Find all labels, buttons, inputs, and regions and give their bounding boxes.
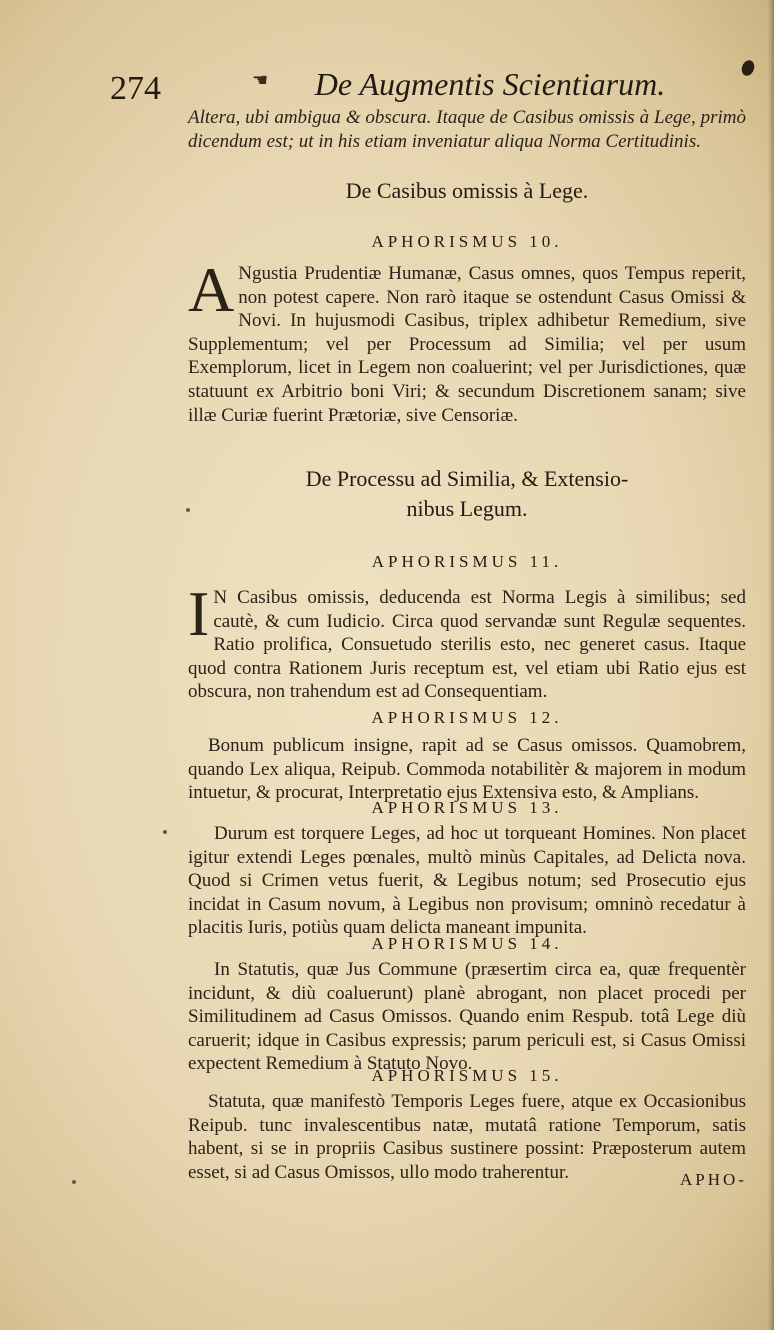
aphorism-10-body	[188, 254, 746, 427]
paper-speck	[72, 1180, 76, 1184]
aphorism-13-text: Durum est torquere Leges, ad hoc ut torqueant Homines. Non placet igitur extendi Leges pœnales, multò minùs Capitales, ad Delicta nova. Quod si Crimen vetus fuerit, & Legibus notum; sed Prosecutio ejus incidat in Casum novum, à Legibus non provisum; omninò recedatur à placitis Iuris, potiùs quam delicta maneant impunita.	[188, 823, 746, 939]
page-number: 274	[110, 70, 161, 107]
section-heading-casibus-omissis: De Casibus omissis à Lege.	[345, 178, 589, 203]
aphorism-13-title: APHORISMUS 13.	[371, 798, 563, 817]
aphorism-10-title: APHORISMUS 10.	[371, 232, 563, 251]
intro-text: Altera, ubi ambigua & obscura. Itaque de Casibus omissis à Lege, primò dicendum est; ut in his etiam inveniatur aliqua Norma Certitudinis.	[188, 107, 746, 152]
intro-paragraph	[188, 106, 746, 153]
page-edge-shadow	[768, 0, 774, 1330]
aphorism-12-body	[188, 734, 746, 805]
aphorism-11-text: N Casibus omissis, deducenda est Norma Legis à similibus; sed cautè, & cum Iudicio. Circa quod servandæ sunt Regulæ sequentes. Ratio prolifica, Consuetudo sterilis esto, nec generet casus. Itaque quod contra Rationem Juris receptum est, vel etiam ubi Ratio ejus est obscura, non trahendum est ad Consequentiam.	[188, 587, 746, 703]
aphorism-15-body	[188, 1090, 746, 1184]
aphorism-15-text: Statuta, quæ manifestò Temporis Leges fuere, atque ex Occasionibus Reipub. tunc invalescentibus natæ, mutatâ ratione Temporum, satis habent, si se in propriis Casibus sustinere possint: Præposterum autem esset, si ad Casus Omissos, ullo modo traherentur.	[188, 1091, 746, 1183]
running-title: De Augmentis Scientiarum.	[314, 66, 666, 102]
aphorism-10-text: Ngustia Prudentiæ Humanæ, Casus omnes, quos Tempus reperit, non potest capere. Non rarò itaque se ostendunt Casus Omissi & Novi. In hujusmodi Casibus, triplex adhibetur Remedium, sive Supplementum; vel per Processum ad Similia; vel per usum Exemplorum, licet in Legem non coaluerint; vel per Jurisdictiones, quæ statuunt ex Arbitrio boni Viri; & secundum Discretionem sanam; sive illæ Curiæ fuerint Prætoriæ, sive Censoriæ.	[188, 263, 746, 426]
section-heading-processu-line1: De Processu ad Similia, & Extensio-	[305, 466, 629, 491]
aphorism-13-body	[188, 822, 746, 940]
aphorism-11-body	[188, 578, 746, 704]
ink-blot	[740, 58, 757, 77]
aphorism-14-body	[188, 958, 746, 1076]
catchword: APHO-	[680, 1170, 747, 1189]
ornament-icon: ☚	[252, 70, 269, 91]
paper-speck	[186, 508, 190, 512]
aphorism-14-text: In Statutis, quæ Jus Commune (præsertim circa ea, quæ frequentèr incidunt, & diù coaluerunt) planè abrogant, non placet procedi per Similitudinem ad Casus Omissos. Quando enim Respub. totâ Lege diù caruerit; idque in Casibus expressis; parum periculi est, si Casus Omissi expectent Remedium à Statuto Novo.	[188, 959, 746, 1075]
paper-speck	[163, 830, 167, 834]
aphorism-14-title: APHORISMUS 14.	[371, 934, 563, 953]
aphorism-12-text: Bonum publicum insigne, rapit ad se Casus omissos. Quamobrem, quando Lex aliqua, Reipub. Commoda notabilitèr & majorem in modum intuetur, & procurat, Interpretatio ejus Extensiva esto, & Amplians.	[188, 735, 746, 804]
dropcap-letter: A	[188, 254, 235, 325]
aphorism-15-title: APHORISMUS 15.	[371, 1066, 563, 1085]
aphorism-12-title: APHORISMUS 12.	[371, 708, 563, 727]
aphorism-11-title: APHORISMUS 11.	[371, 552, 563, 571]
section-heading-processu-line2: nibus Legum.	[406, 496, 528, 521]
dropcap-letter: I	[188, 578, 210, 649]
